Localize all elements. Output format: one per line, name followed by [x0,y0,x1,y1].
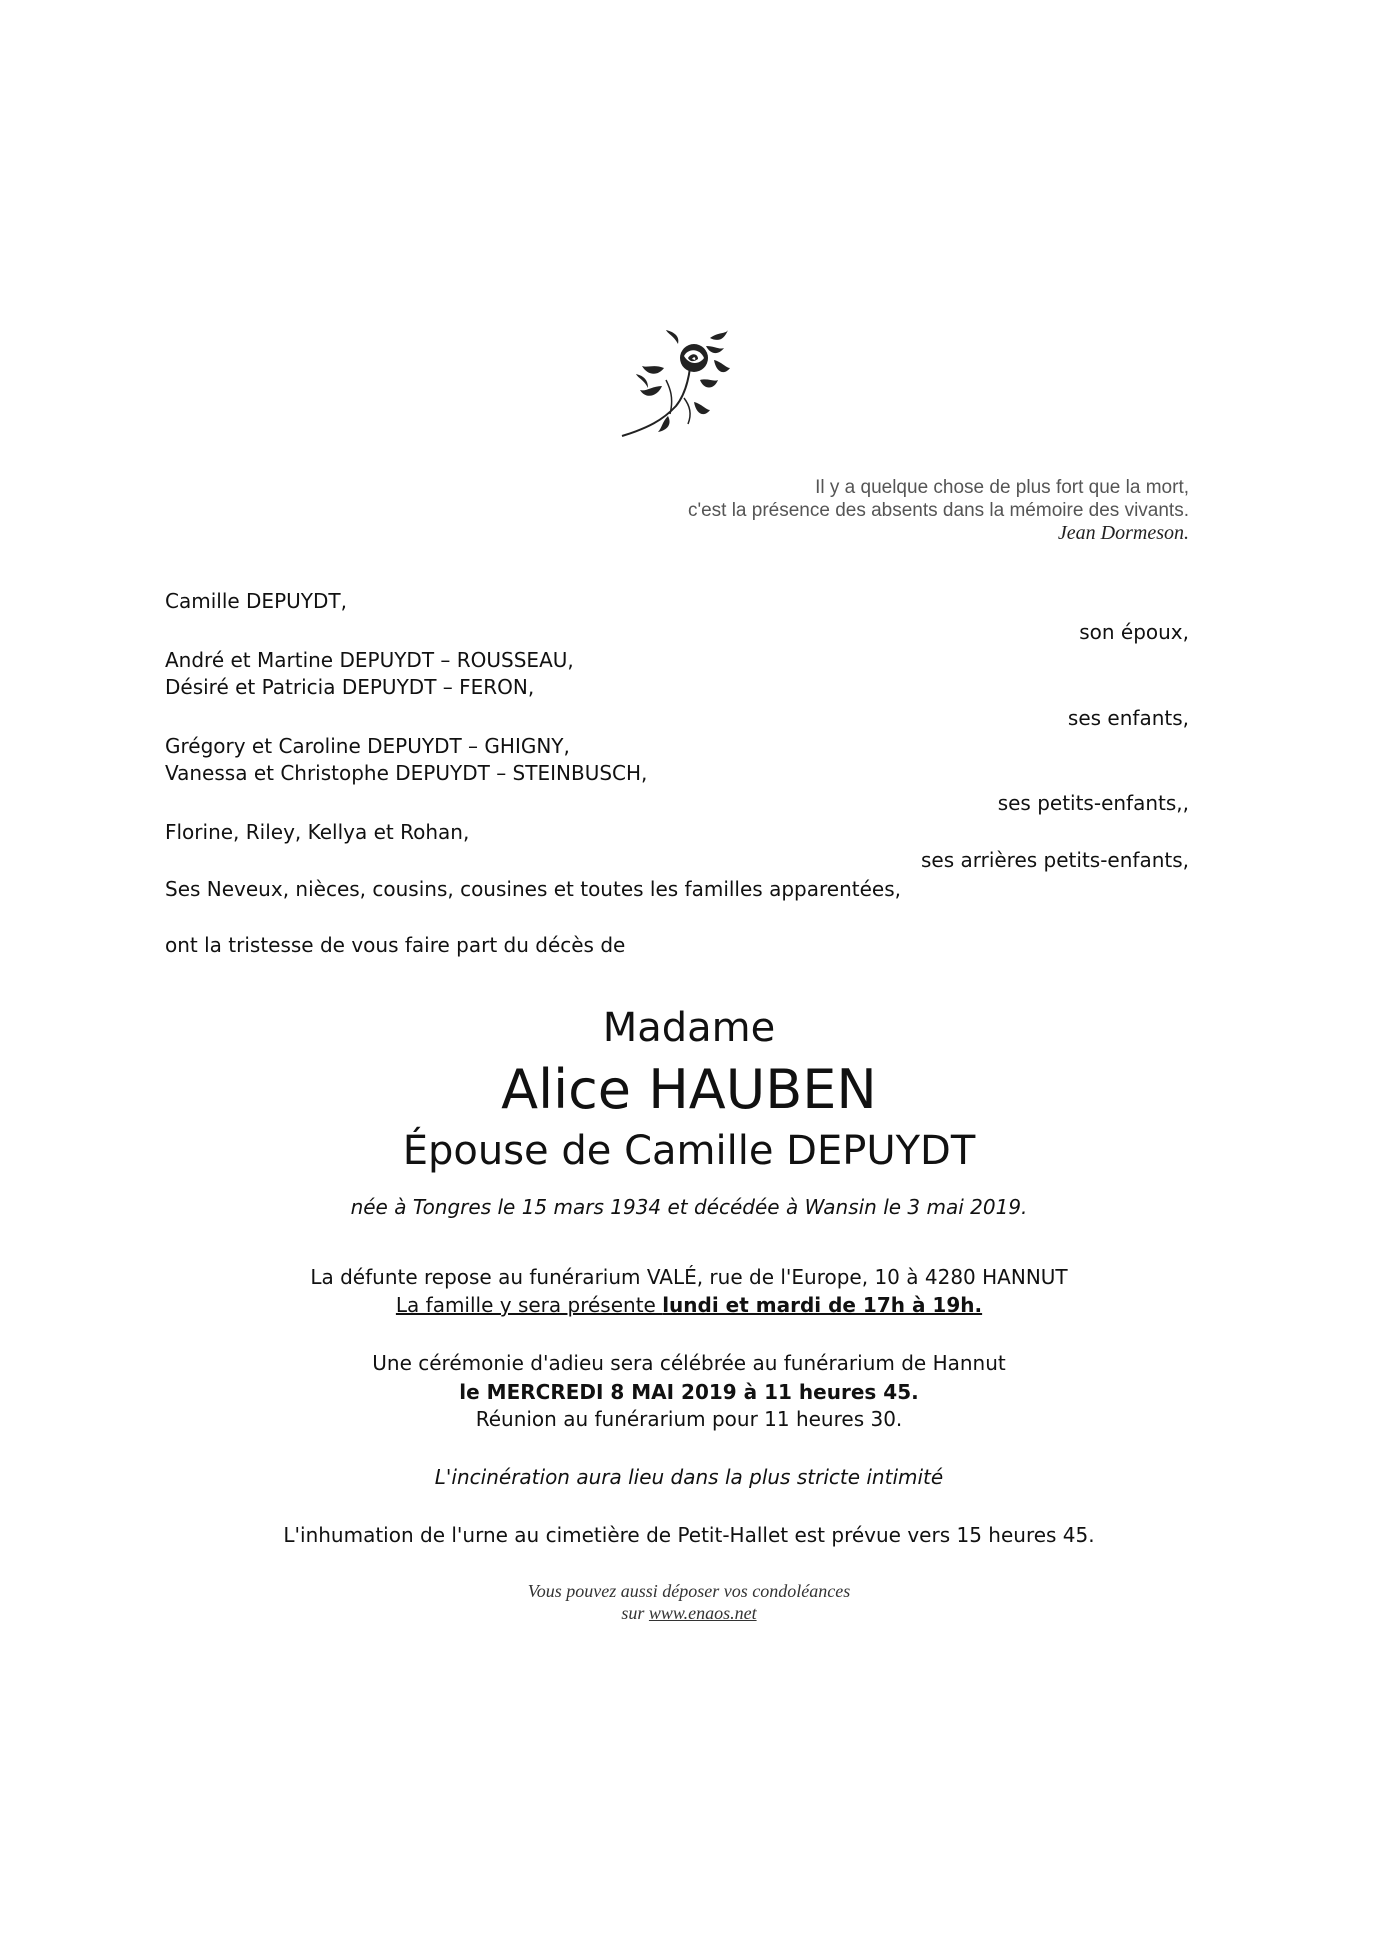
visitation-location: La défunte repose au funérarium VALÉ, rue de l'Europe, 10 à 4280 HANNUT [310,1265,1068,1289]
deceased-dates: née à Tongres le 15 mars 1934 et décédée à Wansin le 3 mai 2019. [350,1195,1028,1219]
quote-line-1: Il y a quelque chose de plus fort que la mort, [815,477,1189,498]
deceased-name: Alice HAUBEN [501,1058,877,1121]
condolences-line-2 [0,1603,1378,1624]
announcement: ont la tristesse de vous faire part du décès de [165,933,626,957]
spouse-relation: son époux, [1079,620,1189,644]
quote-line-2: c'est la présence des absents dans la mémoire des vivants. [687,500,1189,521]
grandchildren-relation: ses petits-enfants,, [997,791,1189,815]
visitation-hours-prefix: La famille y sera présente [395,1293,663,1317]
inhumation-note: L'inhumation de l'urne au cimetière de Petit-Hallet est prévue vers 15 heures 45. [283,1523,1095,1547]
greatgrandchildren: Florine, Riley, Kellya et Rohan, [165,820,470,844]
epigraph [688,476,1189,545]
condolences-link[interactable]: www.enaos.net [648,1603,757,1623]
grandchild-1: Grégory et Caroline DEPUYDT – GHIGNY, [165,734,570,758]
condolences-prefix: sur [621,1603,649,1623]
quote-author: Jean Dormeson. [1057,522,1189,544]
other-relatives: Ses Neveux, nièces, cousins, cousines et toutes les familles apparentées, [165,877,901,901]
child-1: André et Martine DEPUYDT – ROUSSEAU, [165,648,574,672]
children-relation: ses enfants, [1067,706,1189,730]
grandchild-2: Vanessa et Christophe DEPUYDT – STEINBUSCH, [165,761,648,785]
greatgrandchildren-relation: ses arrières petits-enfants, [920,848,1189,872]
rose-icon [618,328,738,440]
spouse-name: Camille DEPUYDT, [165,589,347,613]
visitation-hours [0,1293,1378,1317]
deceased-spouse-line: Épouse de Camille DEPUYDT [402,1128,976,1174]
deceased-title: Madame [602,1005,776,1051]
child-2: Désiré et Patricia DEPUYDT – FERON, [165,675,535,699]
visitation-hours-bold: lundi et mardi de 17h à 19h. [662,1293,983,1317]
incineration-note: L'incinération aura lieu dans la plus stricte intimité [434,1465,944,1489]
ceremony-date: le MERCREDI 8 MAI 2019 à 11 heures 45. [459,1380,919,1404]
ceremony-meeting: Réunion au funérarium pour 11 heures 30. [475,1407,903,1431]
ceremony-line-1: Une cérémonie d'adieu sera célébrée au funérarium de Hannut [372,1351,1006,1375]
condolences-line-1: Vous pouvez aussi déposer vos condoléances [527,1581,851,1601]
